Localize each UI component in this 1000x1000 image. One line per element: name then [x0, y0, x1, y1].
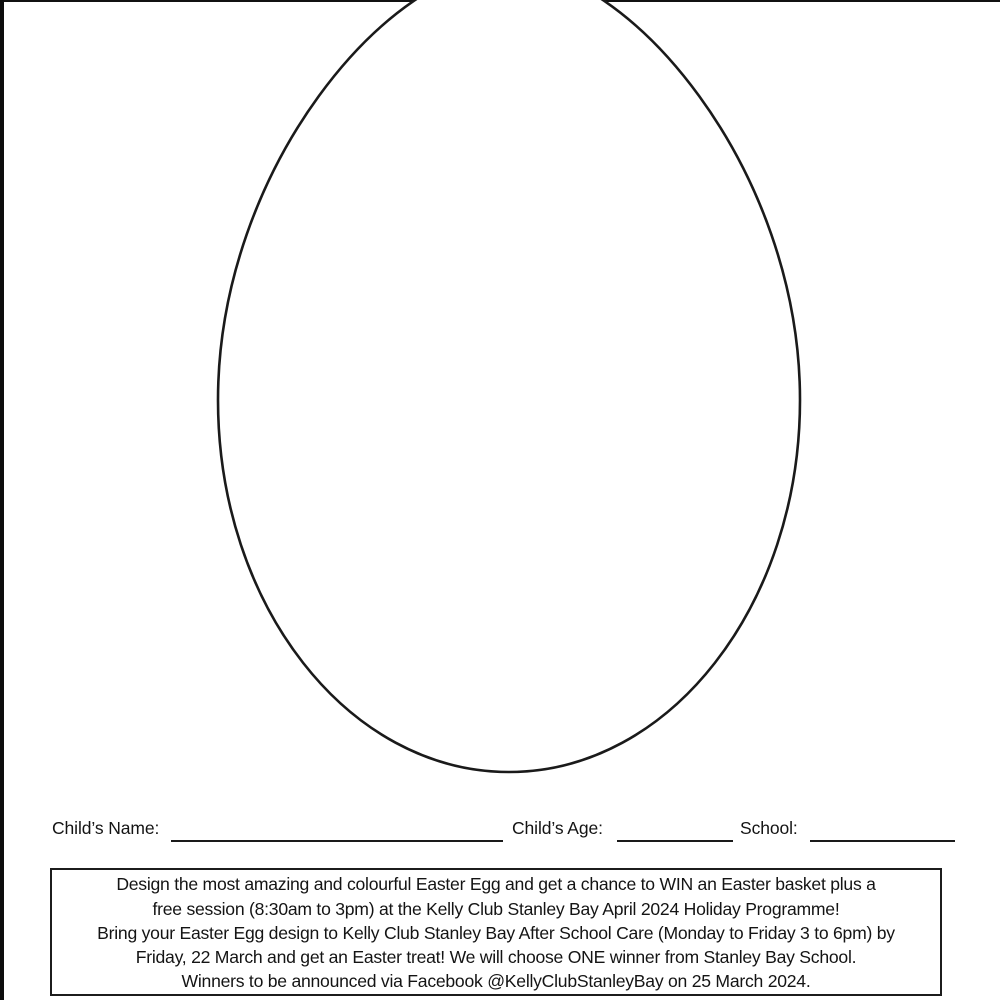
entry-form [0, 812, 1000, 848]
child-age-label: Child’s Age: [512, 818, 603, 838]
school-field[interactable] [740, 812, 955, 842]
competition-details-line: Friday, 22 March and get an Easter treat! We will choose ONE winner from Stanley Bay School. [135, 947, 857, 968]
competition-details-line: Winners to be announced via Facebook @KellyClubStanleyBay on 25 March 2024. [181, 971, 811, 992]
child-age-input-rule[interactable] [617, 814, 733, 842]
school-input-rule[interactable] [810, 814, 955, 842]
child-name-field[interactable] [52, 812, 503, 842]
competition-details-line: free session (8:30am to 3pm) at the Kelly Club Stanley Bay April 2024 Holiday Programme! [152, 898, 840, 919]
competition-details-box [50, 868, 942, 996]
school-label: School: [740, 818, 798, 838]
competition-details-line: Design the most amazing and colourful Easter Egg and get a chance to WIN an Easter basket plus a [116, 874, 876, 895]
competition-details-line: Bring your Easter Egg design to Kelly Club Stanley Bay After School Care (Monday to Friday 3 to 6pm) by [97, 922, 895, 943]
child-age-field[interactable] [512, 812, 733, 842]
child-name-label: Child’s Name: [52, 818, 160, 838]
child-name-input-rule[interactable] [171, 814, 503, 842]
